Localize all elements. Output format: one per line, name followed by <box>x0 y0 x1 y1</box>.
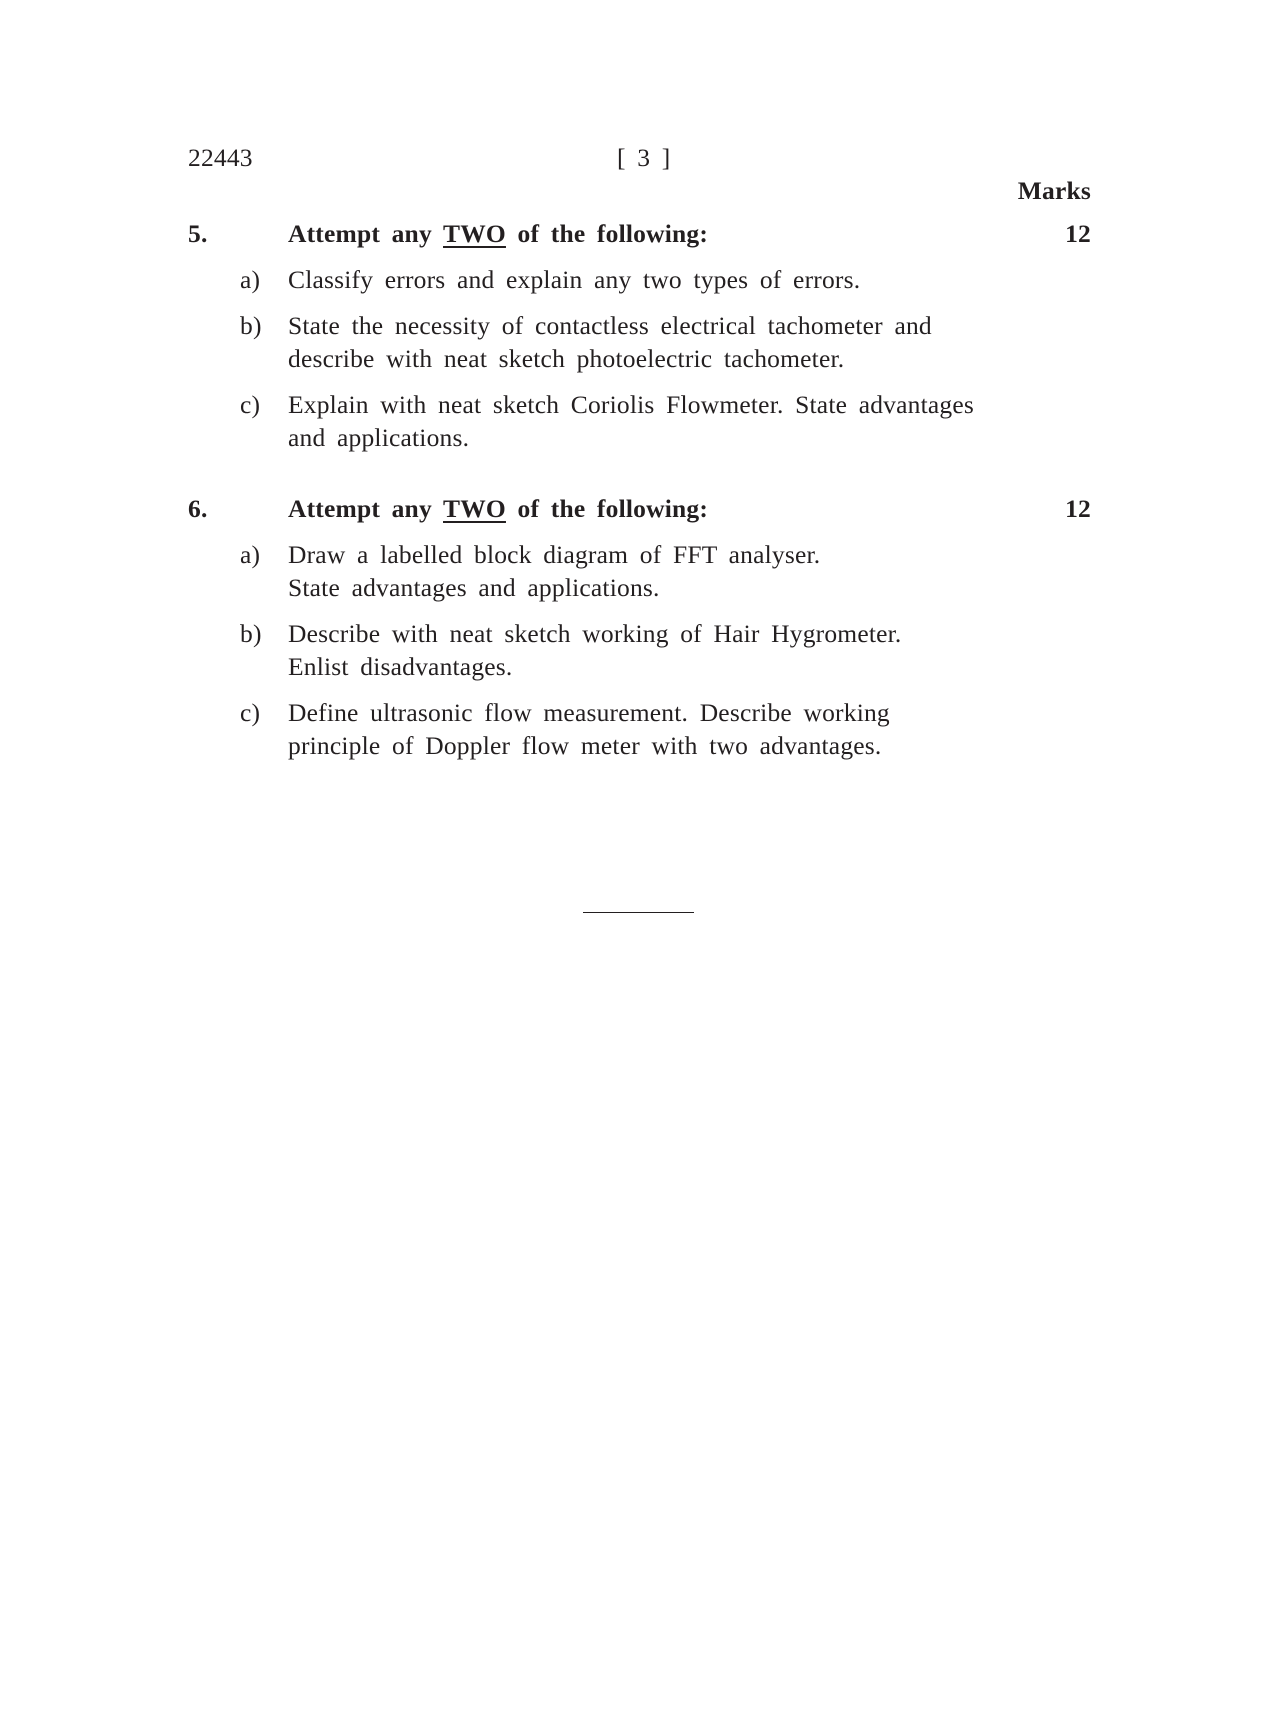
instruction-text: Attempt any <box>288 219 432 248</box>
question-number: 5. <box>188 219 208 248</box>
question-instruction <box>288 494 708 524</box>
page-number: [ 3 ] <box>617 143 671 172</box>
item-text: Describe with neat sketch working of Hair Hygrometer. <box>288 619 902 648</box>
item-text: Define ultrasonic flow measurement. Describe working <box>288 698 890 727</box>
instruction-text: of the following: <box>517 494 709 523</box>
item-text: describe with neat sketch photoelectric tachometer. <box>288 344 845 373</box>
instruction-emphasis: TWO <box>443 494 506 523</box>
question-instruction <box>288 219 708 249</box>
item-text: State advantages and applications. <box>288 573 660 602</box>
item-text: Explain with neat sketch Coriolis Flowmeter. State advantages <box>288 390 974 419</box>
item-label: b) <box>240 619 262 648</box>
item-label: a) <box>240 540 261 569</box>
end-divider <box>583 912 694 913</box>
instruction-text: Attempt any <box>288 494 432 523</box>
marks-heading: Marks <box>1017 176 1091 205</box>
item-text: Classify errors and explain any two types of errors. <box>288 265 861 294</box>
instruction-text: of the following: <box>517 219 709 248</box>
item-text: State the necessity of contactless electrical tachometer and <box>288 311 932 340</box>
question-marks: 12 <box>1065 219 1091 248</box>
instruction-emphasis: TWO <box>443 219 506 248</box>
question-marks: 12 <box>1065 494 1091 523</box>
item-text: Enlist disadvantages. <box>288 652 513 681</box>
item-text: principle of Doppler flow meter with two advantages. <box>288 731 882 760</box>
item-label: a) <box>240 265 261 294</box>
item-label: c) <box>240 698 261 727</box>
item-text: Draw a labelled block diagram of FFT analyser. <box>288 540 821 569</box>
item-text: and applications. <box>288 423 470 452</box>
item-label: b) <box>240 311 262 340</box>
item-label: c) <box>240 390 261 419</box>
paper-code: 22443 <box>188 143 253 172</box>
question-number: 6. <box>188 494 208 523</box>
